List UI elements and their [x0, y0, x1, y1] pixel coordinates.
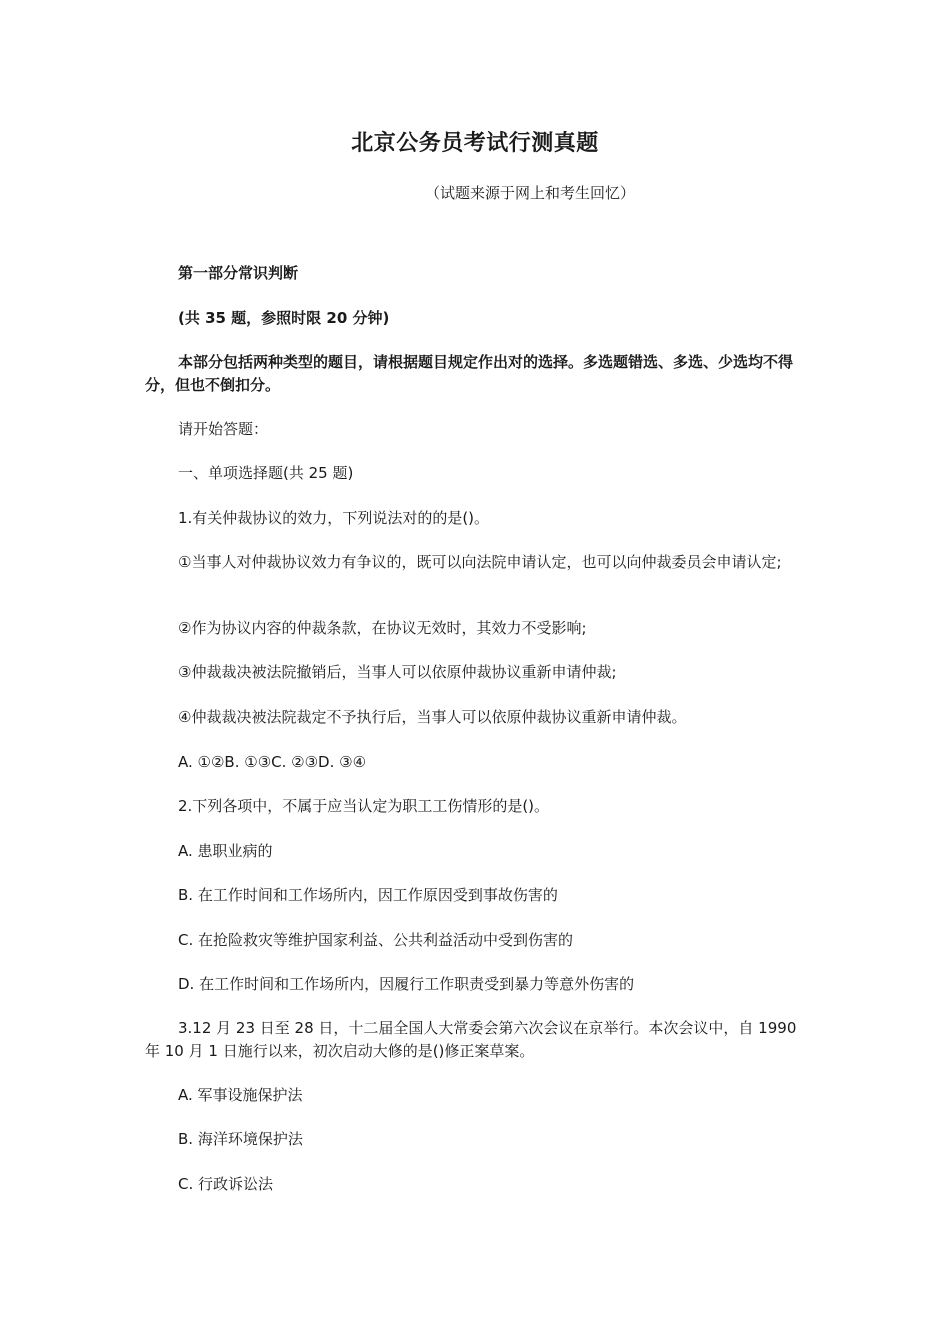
section-heading: 一、单项选择题(共 25 题) — [178, 464, 354, 482]
question-1-item-1: ①当事人对仲裁协议效力有争议的，既可以向法院申请认定，也可以向仲裁委员会申请认定; — [178, 553, 782, 571]
question-3-stem: 3.12 月 23 日至 28 日，十二届全国人大常委会第六次会议在京举行。本次会议中，自 1990 年 10 月 1 日施行以来，初次启动大修的是()修正案草案。 — [145, 1019, 797, 1060]
document-subtitle: （试题来源于网上和考生回忆） — [424, 184, 635, 202]
question-1-stem: 1.有关仲裁协议的效力，下列说法对的的是()。 — [178, 509, 490, 527]
question-1-item-3: ③仲裁裁决被法院撤销后，当事人可以依原仲裁协议重新申请仲裁; — [178, 663, 617, 681]
start-prompt: 请开始答题： — [178, 420, 269, 438]
question-3-option-c: C. 行政诉讼法 — [178, 1175, 274, 1193]
question-1-item-4: ④仲裁裁决被法院裁定不予执行后，当事人可以依原仲裁协议重新申请仲裁。 — [178, 708, 687, 726]
instruction-paragraph: 本部分包括两种类型的题目，请根据题目规定作出对的选择。多选题错选、多选、少选均不得分，但也不倒扣分。 — [145, 353, 794, 394]
question-2-option-d: D. 在工作时间和工作场所内，因履行工作职责受到暴力等意外伤害的 — [178, 975, 635, 993]
question-3-option-b: B. 海洋环境保护法 — [178, 1130, 303, 1148]
question-2-stem: 2.下列各项中，不属于应当认定为职工工伤情形的是()。 — [178, 797, 550, 815]
question-2-option-b: B. 在工作时间和工作场所内，因工作原因受到事故伤害的 — [178, 886, 558, 904]
question-2-option-c: C. 在抢险救灾等维护国家利益、公共利益活动中受到伤害的 — [178, 931, 574, 949]
question-2-option-a: A. 患职业病的 — [178, 842, 273, 860]
document-title: 北京公务员考试行测真题 — [351, 131, 599, 156]
question-3-option-a: A. 军事设施保护法 — [178, 1086, 303, 1104]
part-note: (共 35 题，参照时限 20 分钟) — [178, 309, 390, 327]
question-1-options: A. ①②B. ①③C. ②③D. ③④ — [178, 753, 367, 771]
question-1-item-2: ②作为协议内容的仲裁条款，在协议无效时，其效力不受影响; — [178, 619, 587, 637]
part-heading: 第一部分常识判断 — [178, 264, 299, 282]
